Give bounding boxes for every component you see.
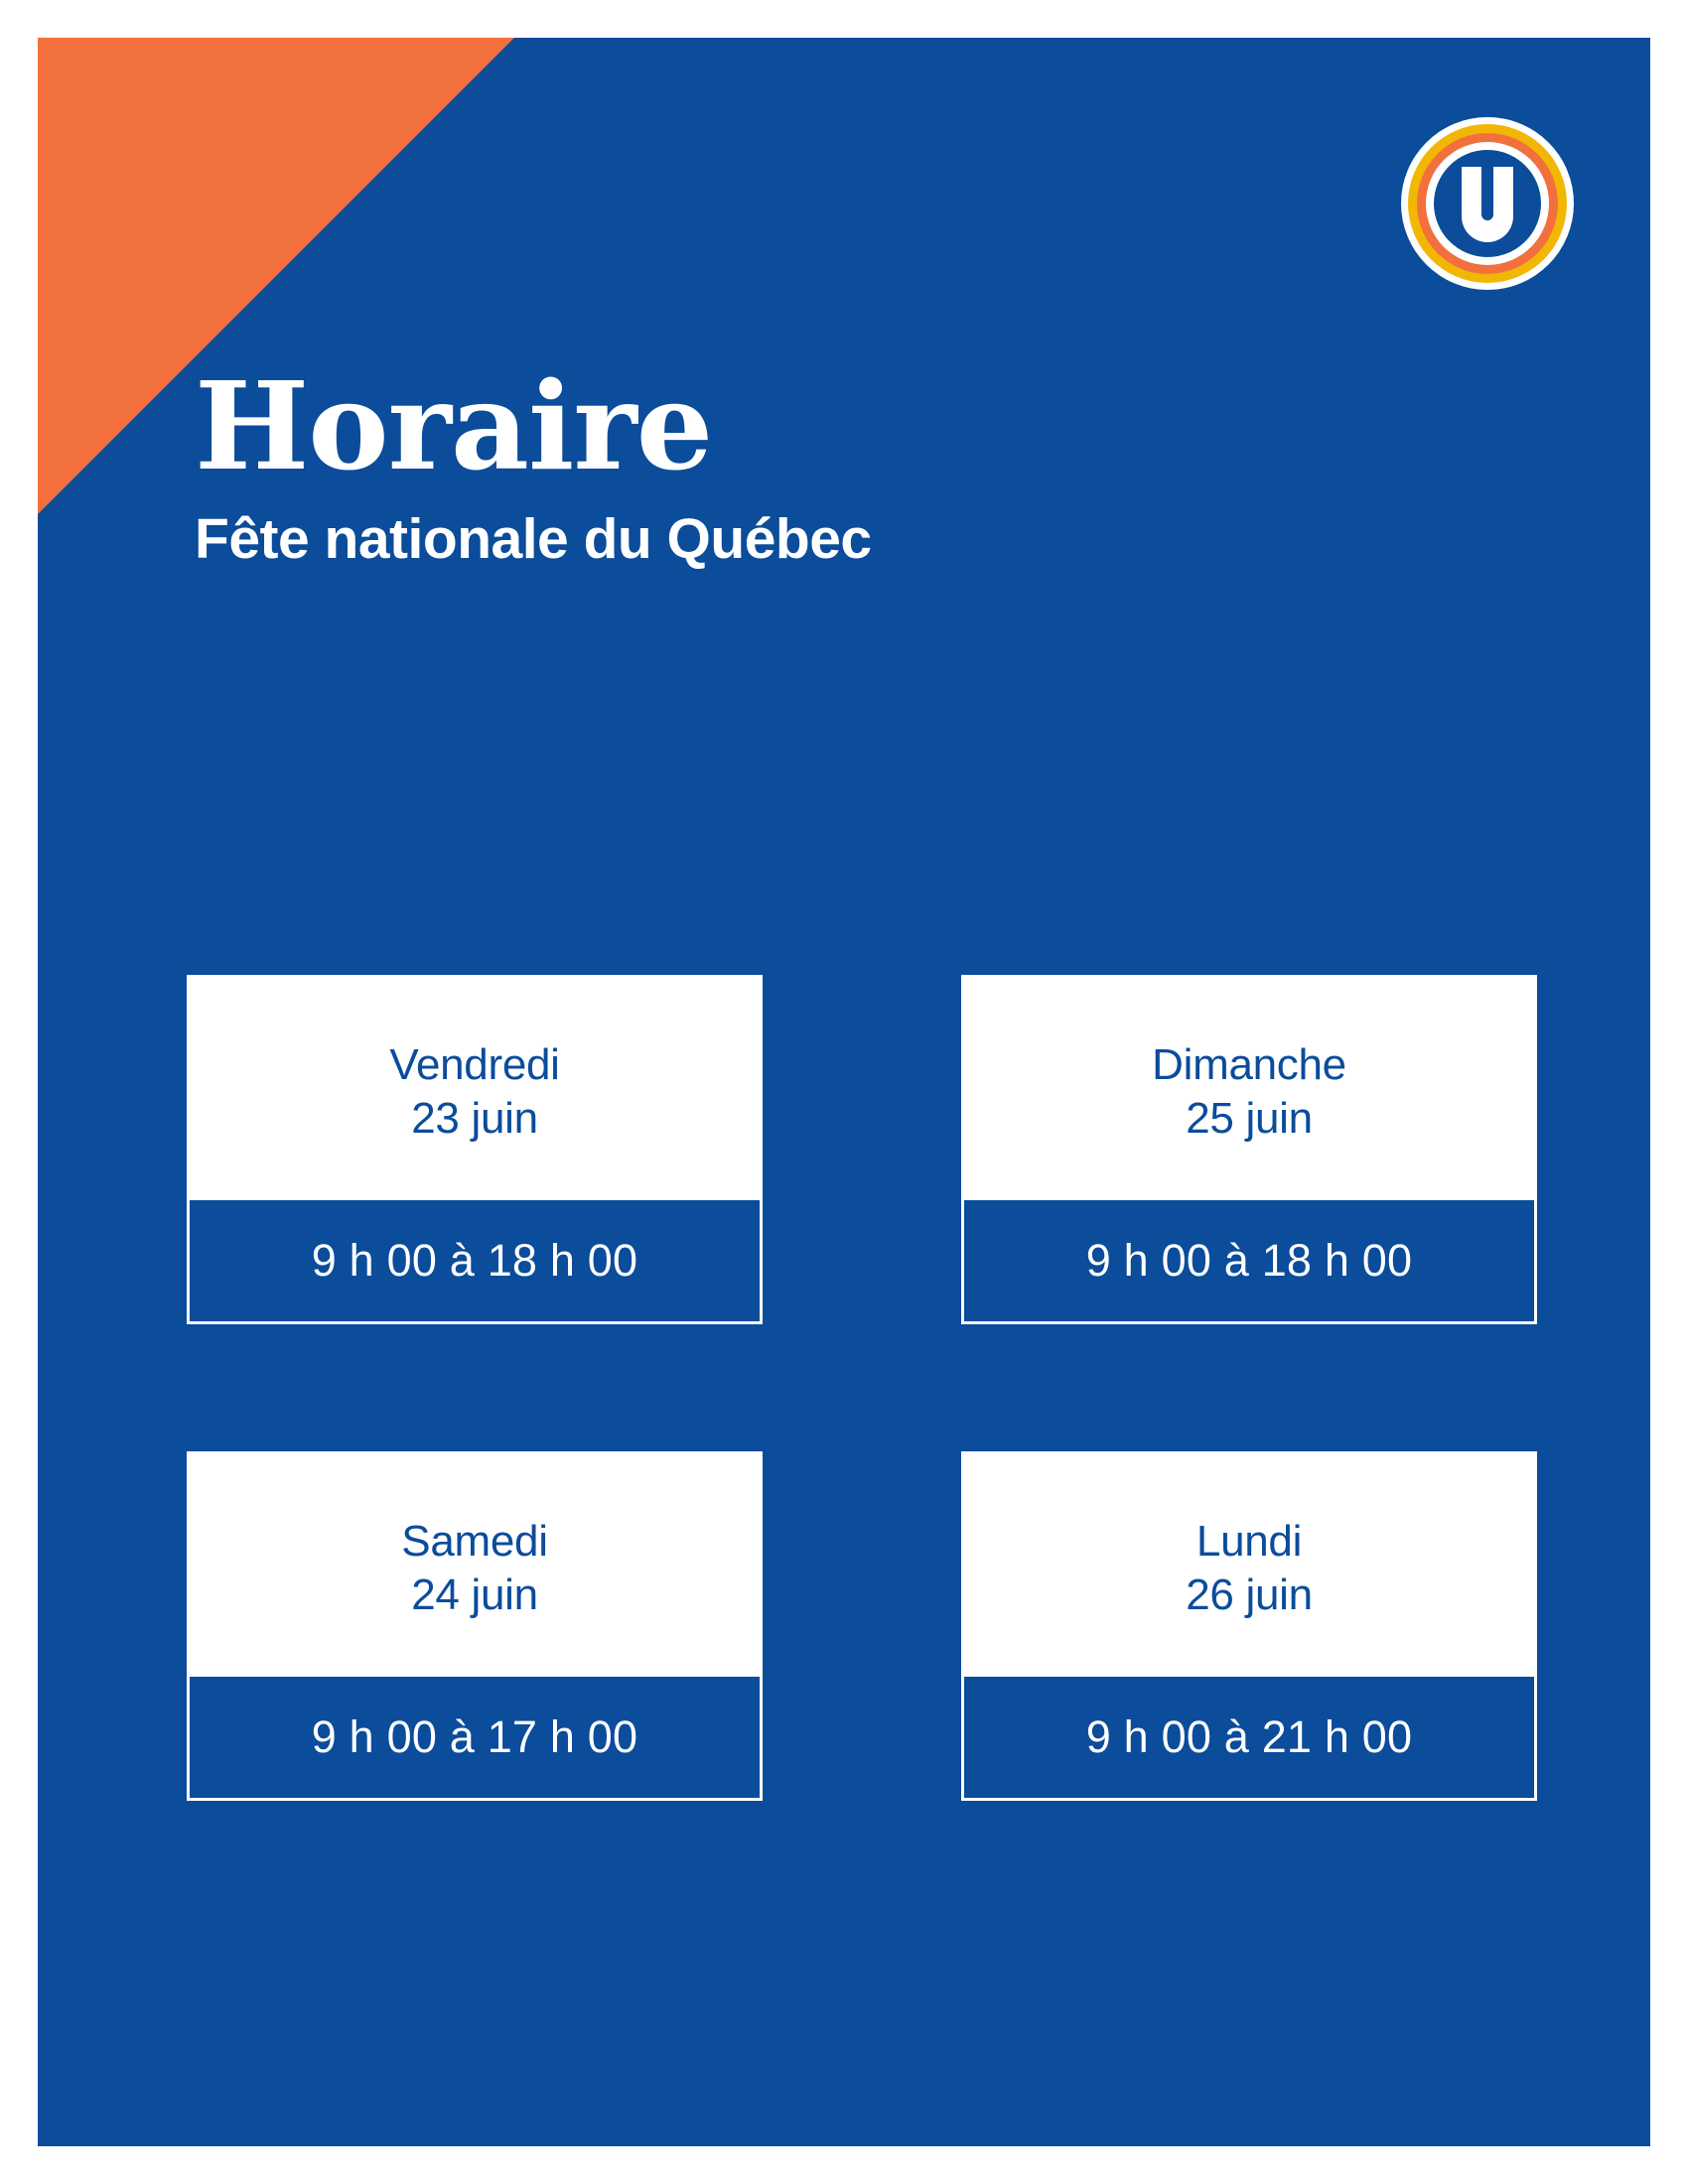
schedule-hours: 9 h 00 à 21 h 00 <box>964 1677 1534 1798</box>
schedule-card-header <box>190 978 760 1200</box>
schedule-card-header <box>964 978 1534 1200</box>
schedule-card-dimanche <box>961 975 1537 1324</box>
schedule-card-header <box>964 1454 1534 1677</box>
schedule-card-vendredi <box>187 975 763 1324</box>
schedule-day-date: 25 juin <box>1186 1094 1313 1143</box>
schedule-day-name: Lundi <box>1196 1517 1303 1567</box>
page-title: Horaire <box>195 354 713 497</box>
schedule-grid <box>187 975 1537 1801</box>
schedule-day-name: Dimanche <box>1152 1040 1346 1090</box>
poster <box>38 38 1650 2146</box>
schedule-day-name: Vendredi <box>389 1040 560 1090</box>
schedule-hours: 9 h 00 à 17 h 00 <box>190 1677 760 1798</box>
schedule-card-lundi <box>961 1451 1537 1801</box>
schedule-day-date: 23 juin <box>411 1094 538 1143</box>
title-block <box>195 354 1386 571</box>
schedule-day-date: 26 juin <box>1186 1570 1313 1619</box>
schedule-day-name: Samedi <box>401 1517 548 1567</box>
schedule-hours: 9 h 00 à 18 h 00 <box>964 1200 1534 1321</box>
university-logo <box>1399 115 1576 292</box>
schedule-card-samedi <box>187 1451 763 1801</box>
page-subtitle: Fête nationale du Québec <box>195 507 872 571</box>
schedule-card-header <box>190 1454 760 1677</box>
schedule-day-date: 24 juin <box>411 1570 538 1619</box>
schedule-hours: 9 h 00 à 18 h 00 <box>190 1200 760 1321</box>
